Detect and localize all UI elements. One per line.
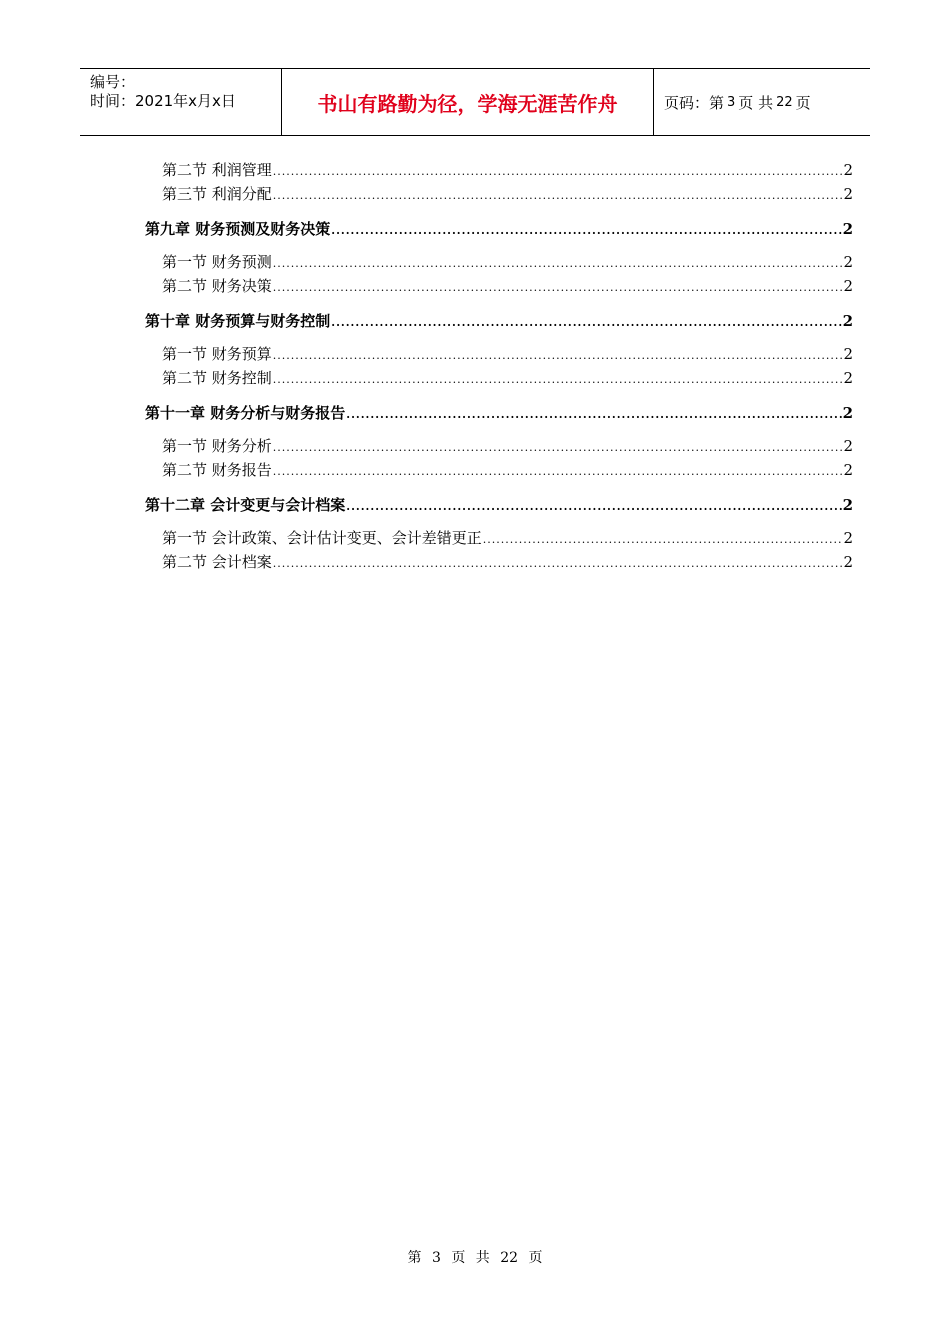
toc-dot-leader [273,368,843,392]
toc-page-number: 2 [843,437,853,455]
toc-dot-leader [346,403,841,427]
toc-dot-leader [331,311,841,335]
toc-section-entry[interactable] [145,274,853,298]
toc-page-number: 2 [843,553,853,571]
toc-chapter-entry[interactable] [145,309,853,333]
header-page-total: 22 [776,94,793,110]
toc-section-entry[interactable] [145,458,853,482]
toc-entry-title: 第一节 财务分析 [162,437,272,455]
toc-entry-title: 第二节 财务决策 [162,277,272,295]
header-page-mid: 页 共 [738,93,774,112]
header-page-info [654,69,870,135]
toc-entry-title: 第十章 财务预算与财务控制 [145,312,331,330]
toc-section-entry[interactable] [145,550,853,574]
header-motto: 书山有路勤为径，学海无涯苦作舟 [282,69,654,135]
toc-entry-title: 第十一章 财务分析与财务报告 [145,404,346,422]
toc-dot-leader [273,252,843,276]
toc-chapter-entry[interactable] [145,401,853,425]
header-page-suffix: 页 [795,93,811,112]
toc-section-entry[interactable] [145,342,853,366]
header-page-current: 3 [727,94,736,110]
toc-dot-leader [273,552,843,576]
toc-dot-leader [273,184,843,208]
toc-section-entry[interactable] [145,434,853,458]
toc-dot-leader [273,460,843,484]
toc-page-number: 2 [842,404,853,422]
toc-section-entry[interactable] [145,158,853,182]
toc-dot-leader [273,276,843,300]
toc-dot-leader [483,528,843,552]
toc-page-number: 2 [842,220,853,238]
toc-entry-title: 第九章 财务预测及财务决策 [145,220,331,238]
toc-entry-title: 第一节 财务预算 [162,345,272,363]
toc-page-number: 2 [843,369,853,387]
toc-section-entry[interactable] [145,366,853,390]
footer-word-gong: 共 [475,1250,490,1266]
toc-dot-leader [331,219,841,243]
toc-section-entry[interactable] [145,182,853,206]
table-of-contents [145,158,853,574]
footer-word-ye: 页 [451,1250,466,1266]
toc-page-number: 2 [843,161,853,179]
page-footer [0,1247,950,1267]
toc-page-number: 2 [842,496,853,514]
toc-section-entry[interactable] [145,250,853,274]
toc-page-number: 2 [843,461,853,479]
toc-dot-leader [273,344,843,368]
toc-page-number: 2 [843,253,853,271]
footer-current-page: 3 [431,1250,441,1266]
toc-entry-title: 第十二章 会计变更与会计档案 [145,496,346,514]
footer-word-di: 第 [407,1250,422,1266]
document-number-label: 编号： [90,73,136,91]
toc-dot-leader [273,436,843,460]
toc-entry-title: 第二节 财务报告 [162,461,272,479]
page-header [80,68,870,136]
header-info-cell [80,69,282,135]
toc-page-number: 2 [843,345,853,363]
toc-dot-leader [346,495,841,519]
toc-page-number: 2 [842,312,853,330]
toc-chapter-entry[interactable] [145,217,853,241]
toc-entry-title: 第二节 会计档案 [162,553,272,571]
toc-entry-title: 第二节 财务控制 [162,369,272,387]
footer-total-pages: 22 [500,1250,519,1266]
toc-page-number: 2 [843,185,853,203]
toc-page-number: 2 [843,277,853,295]
toc-dot-leader [273,160,843,184]
toc-entry-title: 第二节 利润管理 [162,161,272,179]
toc-entry-title: 第一节 财务预测 [162,253,272,271]
toc-page-number: 2 [843,529,853,547]
toc-chapter-entry[interactable] [145,493,853,517]
toc-section-entry[interactable] [145,526,853,550]
header-page-prefix: 页码：第 [664,93,725,112]
toc-entry-title: 第三节 利润分配 [162,185,272,203]
toc-entry-title: 第一节 会计政策、会计估计变更、会计差错更正 [162,529,482,547]
document-date: 时间：2021年x月x日 [90,92,236,110]
footer-word-ye-end: 页 [528,1250,543,1266]
